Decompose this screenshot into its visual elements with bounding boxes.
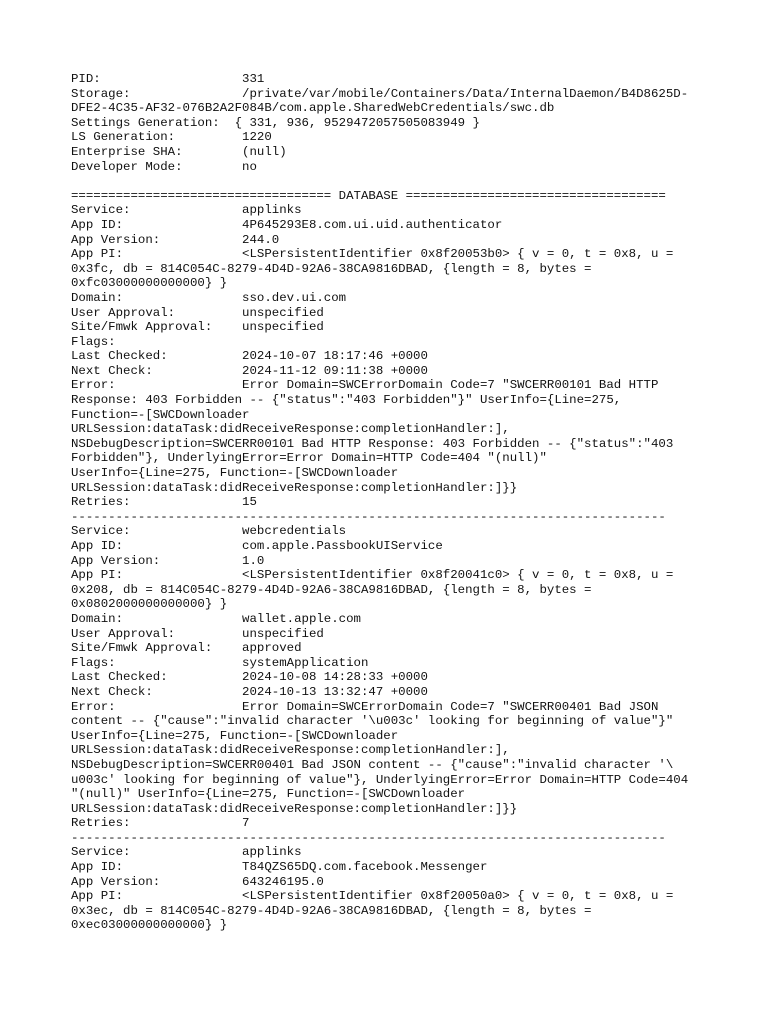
swc-dump-text	[71, 72, 711, 933]
text-line: Enterprise SHA: (null)	[71, 144, 287, 159]
text-line: UserInfo={Line=275, Function=-[SWCDownloader	[71, 466, 399, 481]
text-line: Error: Error Domain=SWCErrorDomain Code=7 "SWCERR00101 Bad HTTP	[71, 378, 659, 393]
text-line: Response: 403 Forbidden -- {"status":"403 Forbidden"}" UserInfo={Line=275,	[71, 393, 622, 408]
text-line	[71, 174, 711, 189]
text-line: PID: 331	[71, 72, 265, 86]
text-line: Flags:	[71, 334, 116, 349]
text-line: App ID: com.apple.PassbookUIService	[71, 539, 443, 553]
text-line: 0x208, db = 814C054C-8279-4D4D-92A6-38CA9816DBAD, {length = 8, bytes =	[71, 582, 592, 597]
text-line: Settings Generation: { 331, 936, 9529472057505083949 }	[71, 115, 480, 130]
text-line: URLSession:dataTask:didReceiveResponse:completionHandler:]}}	[71, 801, 518, 816]
text-line: App Version: 643246195.0	[71, 874, 324, 889]
text-line: "(null)" UserInfo={Line=275, Function=-[SWCDownloader	[71, 787, 466, 802]
text-line: App ID: T84QZS65DQ.com.facebook.Messenger	[71, 860, 488, 875]
text-line: Service: webcredentials	[71, 524, 347, 539]
text-line: URLSession:dataTask:didReceiveResponse:completionHandler:],	[71, 743, 510, 758]
text-line: App PI: <LSPersistentIdentifier 0x8f20050a0> { v = 0, t = 0x8, u =	[71, 889, 674, 904]
text-line: Domain: wallet.apple.com	[71, 611, 361, 626]
text-line: Next Check: 2024-11-12 09:11:38 +0000	[71, 363, 428, 378]
text-line: Function=-[SWCDownloader	[71, 407, 250, 422]
text-line: 0x3fc, db = 814C054C-8279-4D4D-92A6-38CA9816DBAD, {length = 8, bytes =	[71, 261, 592, 276]
text-line: Forbidden"}, UnderlyingError=Error Domain=HTTP Code=404 "(null)"	[71, 451, 547, 466]
text-line: Storage: /private/var/mobile/Containers/Data/InternalDaemon/B4D8625D-	[71, 86, 689, 101]
text-line: App Version: 1.0	[71, 553, 265, 568]
text-line: =================================== DATABASE ===================================	[71, 188, 666, 203]
text-line: Flags: systemApplication	[71, 655, 369, 670]
text-line: 0xec03000000000000} }	[71, 918, 228, 933]
text-line: Developer Mode: no	[71, 159, 257, 174]
text-line: Error: Error Domain=SWCErrorDomain Code=7 "SWCERR00401 Bad JSON	[71, 699, 659, 714]
text-line: Last Checked: 2024-10-07 18:17:46 +0000	[71, 349, 428, 364]
text-line: User Approval: unspecified	[71, 626, 324, 641]
text-line: 0x3ec, db = 814C054C-8279-4D4D-92A6-38CA9816DBAD, {length = 8, bytes =	[71, 903, 592, 918]
text-line: --------------------------------------------------------------------------------	[71, 830, 666, 845]
text-line: URLSession:dataTask:didReceiveResponse:completionHandler:],	[71, 422, 510, 437]
text-line: 0x0802000000000000} }	[71, 597, 228, 612]
text-line: Domain: sso.dev.ui.com	[71, 290, 347, 305]
text-line: LS Generation: 1220	[71, 130, 272, 145]
text-line: Site/Fmwk Approval: approved	[71, 641, 302, 656]
text-line: content -- {"cause":"invalid character '\u003c' looking for beginning of value"}"	[71, 714, 674, 729]
text-line: 0xfc03000000000000} }	[71, 276, 228, 291]
text-line: URLSession:dataTask:didReceiveResponse:completionHandler:]}}	[71, 480, 518, 495]
text-line: UserInfo={Line=275, Function=-[SWCDownloader	[71, 728, 399, 743]
text-line: Retries: 15	[71, 495, 257, 510]
text-line: --------------------------------------------------------------------------------	[71, 509, 666, 524]
text-line: Last Checked: 2024-10-08 14:28:33 +0000	[71, 670, 428, 685]
text-line: App ID: 4P645293E8.com.ui.uid.authenticator	[71, 217, 503, 232]
text-line: User Approval: unspecified	[71, 305, 324, 320]
text-line: App PI: <LSPersistentIdentifier 0x8f20041c0> { v = 0, t = 0x8, u =	[71, 568, 674, 583]
text-line: App Version: 244.0	[71, 232, 280, 247]
text-line: Retries: 7	[71, 816, 250, 831]
text-line: Service: applinks	[71, 203, 302, 218]
text-line: Service: applinks	[71, 845, 302, 860]
text-line: NSDebugDescription=SWCERR00401 Bad JSON content -- {"cause":"invalid character '\	[71, 757, 674, 772]
text-line: Site/Fmwk Approval: unspecified	[71, 320, 324, 335]
text-line: u003c' looking for beginning of value"}, UnderlyingError=Error Domain=HTTP Code=404	[71, 772, 689, 787]
text-line: DFE2-4C35-AF32-076B2A2F084B/com.apple.SharedWebCredentials/swc.db	[71, 101, 555, 116]
text-line: Next Check: 2024-10-13 13:32:47 +0000	[71, 684, 428, 699]
text-line: NSDebugDescription=SWCERR00101 Bad HTTP Response: 403 Forbidden -- {"status":"403	[71, 436, 674, 451]
text-line: App PI: <LSPersistentIdentifier 0x8f20053b0> { v = 0, t = 0x8, u =	[71, 247, 674, 262]
